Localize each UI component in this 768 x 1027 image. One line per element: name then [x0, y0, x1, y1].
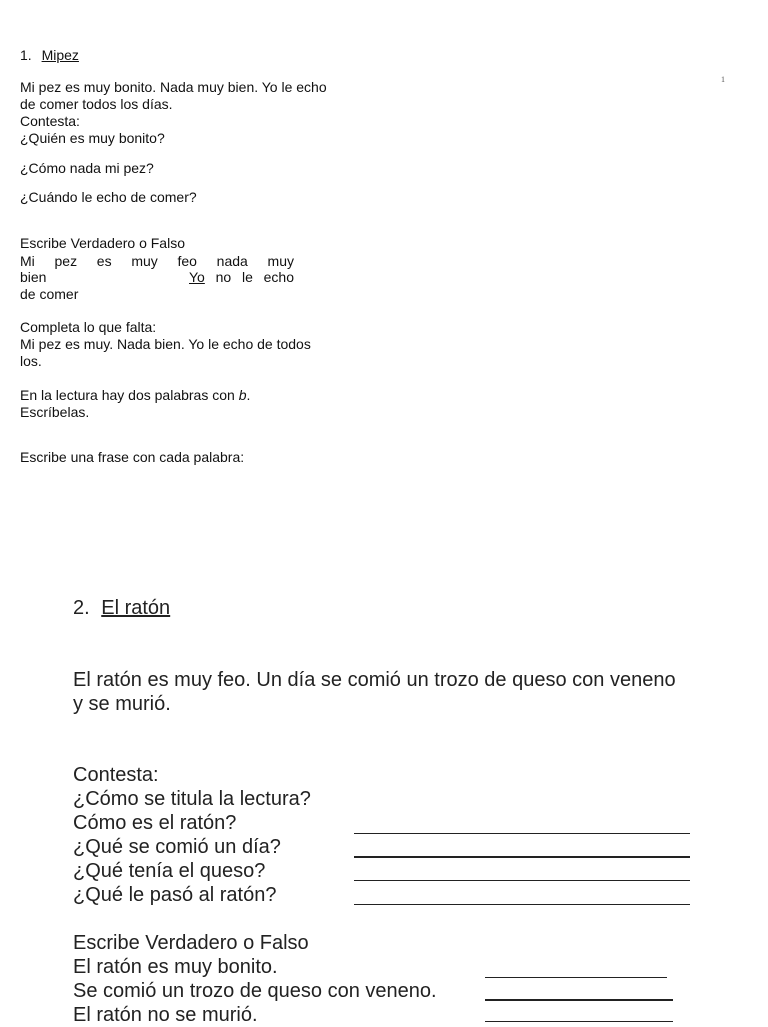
true-false-item: El ratón es muy bonito. — [73, 956, 278, 978]
b-words-text: En la lectura hay dos palabras con — [20, 387, 239, 403]
sentence-prompt: Escribe una frase con cada palabra: — [20, 449, 245, 465]
b-letter: b — [238, 387, 247, 403]
true-false-item: Se comió un trozo de queso con veneno. — [73, 980, 437, 1002]
question-item: ¿Qué le pasó al ratón? — [73, 884, 277, 906]
section-2-reading — [73, 668, 676, 716]
true-false-title: Escribe Verdadero o Falso — [73, 932, 309, 954]
complete-section — [20, 319, 311, 370]
complete-text: bien. Yo le echo de todos — [150, 336, 311, 352]
true-false-title: Escribe Verdadero o Falso — [20, 235, 185, 251]
answer-line[interactable] — [354, 833, 690, 834]
margin-mark: 1 — [721, 75, 725, 84]
word: feo — [177, 253, 197, 269]
question-item: Cómo es el ratón? — [73, 812, 237, 834]
reading-line: El ratón es muy feo. Un día se comió un trozo de queso con veneno — [73, 669, 676, 691]
complete-text: Mi pez es muy. Nada — [20, 336, 151, 352]
section-1-title: Mipez — [41, 47, 79, 63]
section-2-number: 2. — [73, 597, 90, 619]
answer-line[interactable] — [354, 856, 690, 858]
word: echo — [263, 269, 294, 285]
section-2-questions — [73, 763, 311, 907]
true-false-statement-line-2 — [20, 269, 294, 285]
question-item: ¿Cómo se titula la lectura? — [73, 788, 311, 810]
word: nada — [216, 253, 248, 269]
answer-line[interactable] — [485, 977, 667, 978]
word: es — [96, 253, 112, 269]
section-2-title: El ratón — [101, 597, 171, 619]
statement-tail — [189, 269, 294, 285]
contesta-label: Contesta: — [73, 764, 159, 786]
true-false-item: El ratón no se murió. — [73, 1004, 258, 1026]
answer-line[interactable] — [485, 1021, 673, 1022]
word: pez — [54, 253, 78, 269]
b-words-line-1 — [20, 387, 250, 404]
word: le — [241, 269, 253, 285]
section-1-number: 1. — [20, 47, 32, 63]
reading-line: y se murió. — [73, 693, 171, 715]
reading-line: Mi pez es muy bonito. Nada muy bien. Yo le echo — [20, 79, 327, 95]
answer-line[interactable] — [485, 999, 673, 1001]
question-2: ¿Cómo nada mi pez? — [20, 160, 154, 176]
complete-line-1 — [20, 336, 311, 353]
true-false-statement-line-3: de comer — [20, 286, 79, 302]
word-yo: Yo — [189, 269, 205, 285]
word: Mi — [20, 253, 35, 269]
b-words-section — [20, 387, 250, 421]
complete-line-2: los. — [20, 353, 42, 369]
section-2-heading — [73, 597, 170, 620]
word: muy — [267, 253, 294, 269]
true-false-statement — [20, 253, 294, 269]
answer-line[interactable] — [354, 880, 690, 881]
question-item: ¿Qué se comió un día? — [73, 836, 281, 858]
reading-line: de comer todos los días. — [20, 96, 173, 112]
answer-line[interactable] — [354, 904, 690, 905]
section-2-true-false — [73, 931, 437, 1027]
word: no — [215, 269, 232, 285]
complete-label: Completa lo que falta: — [20, 319, 157, 335]
section-1-reading — [20, 79, 327, 147]
question-3: ¿Cuándo le echo de comer? — [20, 189, 197, 205]
b-words-text: . — [246, 387, 251, 403]
contesta-label: Contesta: — [20, 113, 80, 129]
section-1-heading — [20, 47, 79, 64]
word: bien — [20, 269, 47, 285]
word: muy — [131, 253, 158, 269]
question-1: ¿Quién es muy bonito? — [20, 130, 165, 146]
b-words-line-2: Escríbelas. — [20, 404, 90, 420]
question-item: ¿Qué tenía el queso? — [73, 860, 266, 882]
